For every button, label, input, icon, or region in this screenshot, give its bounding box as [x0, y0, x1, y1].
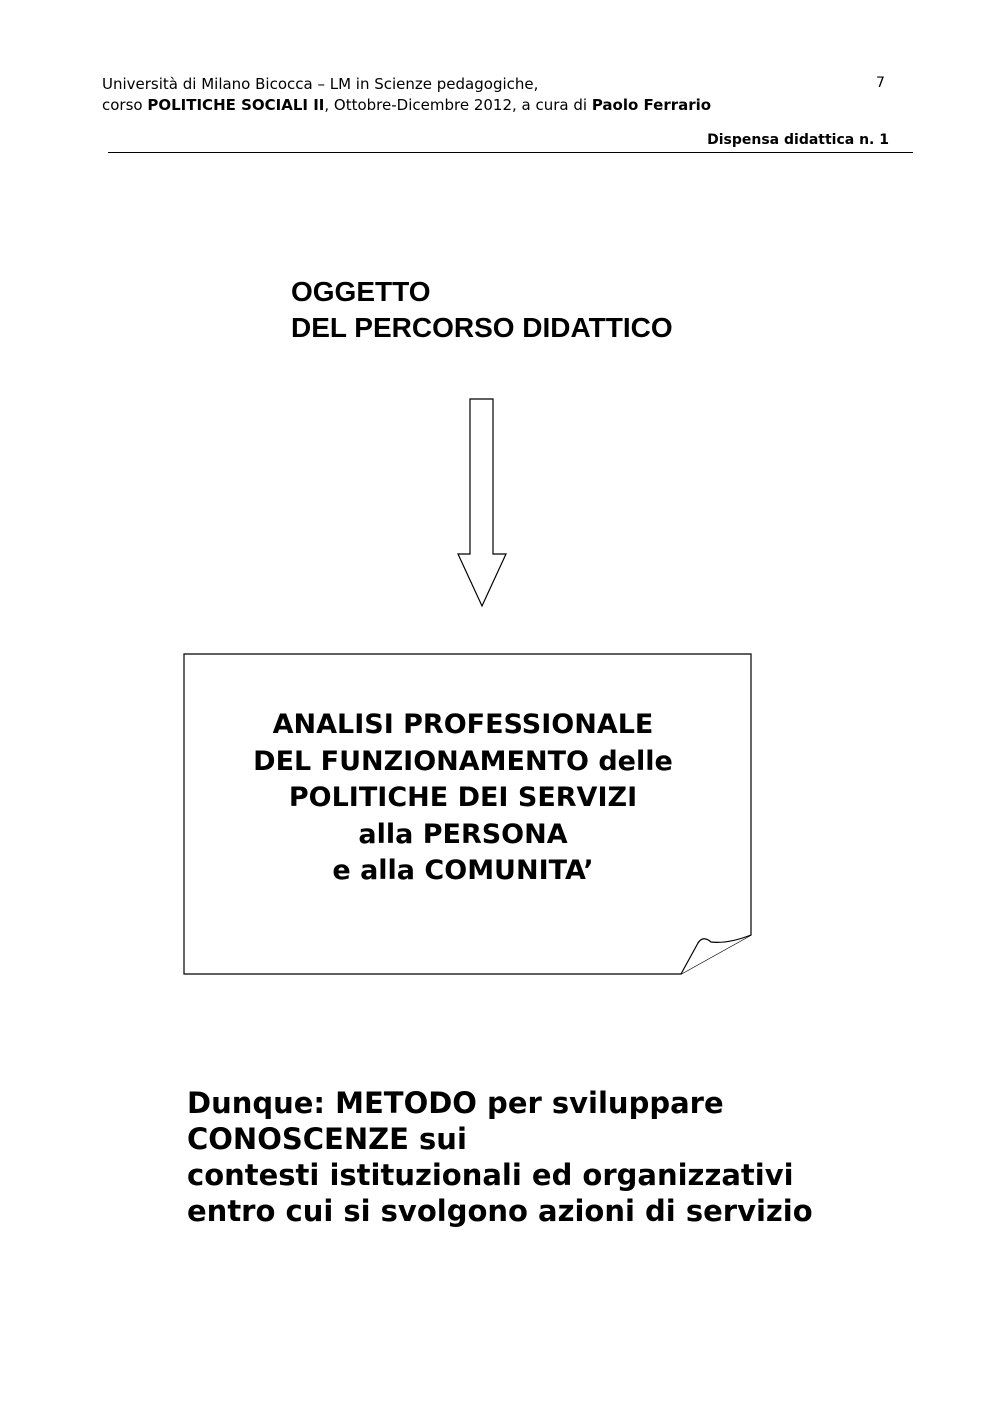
box-content [184, 707, 742, 890]
header-institution-line: Università di Milano Bicocca – LM in Scienze pedagogiche, [102, 75, 539, 93]
box-line: DEL FUNZIONAMENTO delle [253, 745, 673, 777]
header-course-name: POLITICHE SOCIALI II [147, 96, 325, 114]
dispensa-label: Dispensa didattica n. 1 [707, 132, 889, 148]
page-title [291, 274, 673, 346]
box-line: ANALISI PROFESSIONALE [272, 709, 654, 740]
down-arrow-icon [455, 396, 509, 610]
conclusion-line: entro cui si svolgono azioni di servizio [187, 1194, 813, 1228]
header-divider [108, 152, 913, 153]
box-line: e alla COMUNITA’ [332, 855, 594, 886]
header-course-prefix: corso [102, 96, 148, 114]
conclusion-line: Dunque: METODO per sviluppare [187, 1086, 724, 1120]
title-line-1: OGGETTO [291, 276, 431, 307]
conclusion-line: CONOSCENZE sui [187, 1122, 467, 1156]
header-course-line [102, 96, 711, 114]
header-course-period: , Ottobre-Dicembre 2012, a cura di [324, 96, 592, 114]
box-line: alla PERSONA [358, 818, 568, 850]
conclusion-line: contesti istituzionali ed organizzativi [187, 1158, 794, 1192]
header-author: Paolo Ferrario [591, 96, 712, 114]
page-number: 7 [876, 75, 885, 91]
box-line: POLITICHE DEI SERVIZI [288, 782, 638, 813]
title-line-2: DEL PERCORSO DIDATTICO [291, 312, 673, 343]
conclusion-text [187, 1085, 813, 1229]
